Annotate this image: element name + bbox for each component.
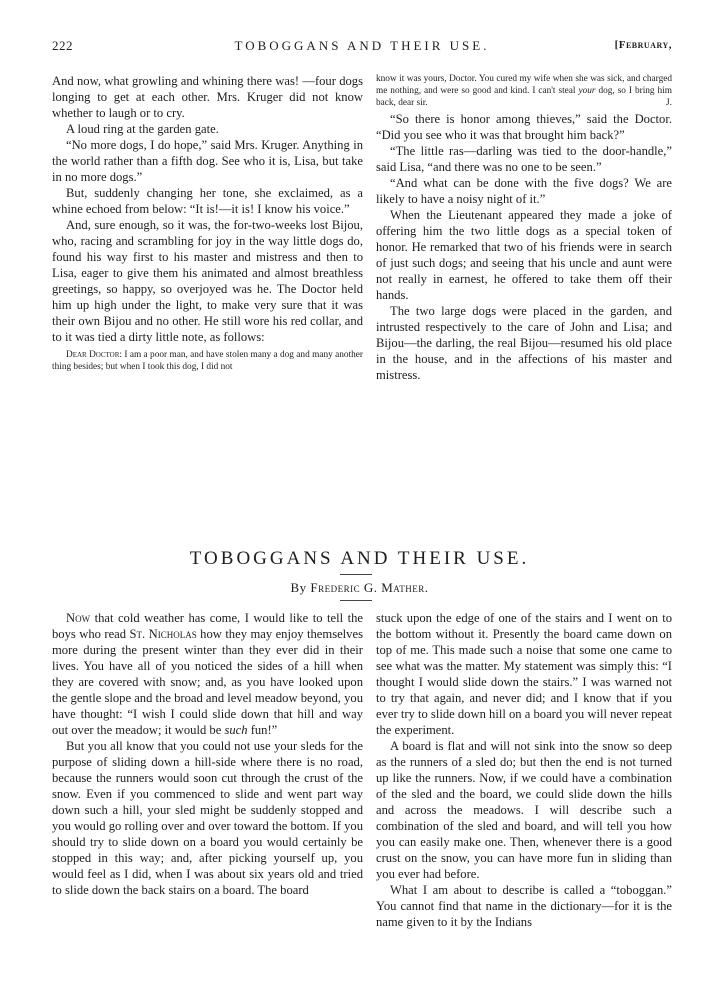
paragraph: And now, what growling and whining there was! —four dogs longing to get at each other. Mrs. Kruger did not know whether to laugh or to cry. [52, 74, 363, 120]
column-1 [52, 73, 363, 375]
paragraph: “The little ras—darling was tied to the door-handle,” said Lisa, “and there was no one to be seen.” [376, 144, 672, 174]
running-month: [February, [614, 39, 672, 51]
column-2 [376, 73, 672, 383]
paragraph: “And what can be done with the five dogs? We are likely to have a noisy night of it.” [376, 176, 672, 206]
note-part-1 [52, 349, 363, 373]
paragraph: A loud ring at the garden gate. [66, 122, 219, 136]
paragraph: When the Lieutenant appeared they made a joke of offering him the two little dogs as a special token of honor. He remarked that two of his friends were in search of just such dogs; and seeing that his uncle and aunt were not really in earnest, he offered to take them off their hands. [376, 208, 672, 302]
note-text: I am a poor man, and have stolen many a dog and many another thing besides; but when I took this dog, I did not [52, 350, 363, 372]
note-emphasis: your [578, 86, 596, 96]
paragraph: But, suddenly changing her tone, she exclaimed, as a whine echoed from below: “It is!—it is! I know his voice.” [52, 186, 363, 216]
paragraph: A board is flat and will not sink into the snow so deep as the runners of a sled do; but then the end is not turned up like the runners. Now, if we could have a combination of the sled and the board, we could slide down the hills and across the meadows. I will describe such a combination of the sled and board, and will tell you how you can easily make one. Then, whenever there is a good crust on the snow, you can have more fun in sliding than you ever had before. [376, 739, 672, 881]
text-run: how they may enjoy themselves more during the present winter than they ever did in their lives. You have all of you noticed the sides of a hill when they are covered with snow; and, as you have looked upon the gentle slope and the broad and level meadow beyond, you have thought: “I wish I could slide down that hill and way out over the meadow; it would be [52, 627, 363, 737]
byline-prefix: By [290, 580, 307, 595]
title-rule [340, 574, 372, 575]
byline-rule [340, 600, 372, 601]
note-text: dog, so I bring him back, dear sir. [376, 86, 672, 108]
text-run: fun!” [250, 723, 278, 737]
paragraph: “So there is honor among thieves,” said the Doctor. “Did you see who it was that brought him back?” [376, 112, 672, 142]
text-run: that cold weather has come, I would like to tell the boys who read [52, 611, 363, 641]
emphasis: such [224, 723, 248, 737]
article-title: TOBOGGANS AND THEIR USE. [189, 548, 530, 569]
column-3 [52, 610, 363, 898]
column-4 [376, 610, 672, 930]
paragraph: What I am about to describe is called a “toboggan.” You cannot find that name in the dictionary—for it is the name given to it by the Indians [376, 883, 672, 929]
note-salutation: Dear Doctor: [66, 350, 122, 360]
byline-author: Frederic G. Mather. [310, 580, 429, 595]
running-title: TOBOGGANS AND THEIR USE. [234, 38, 490, 53]
lead-word: Now [66, 611, 91, 625]
paragraph: And, sure enough, so it was, the for-two-weeks lost Bijou, who, racing and scrambling for joy in the way little dogs do, found his way first to his master and mistress and then to Lisa, eager to give them his animated and almost breathless greetings, so happy, so overjoyed was he. The Doctor held him up high under the light, to make very sure that it was their own Bijou and no other. He still wore his red collar, and to it was tied a dirty little note, as follows: [52, 218, 363, 344]
paragraph [52, 610, 363, 738]
page-number: 222 [52, 38, 73, 53]
running-head [52, 38, 672, 58]
byline [0, 580, 719, 596]
paragraph: But you all know that you could not use your sleds for the purpose of sliding down a hill-side where there is no road, because the runners would soon cut through the crust of the snow. Even if you commenced to slide and went part way down such a hill, your sled might be suddenly stopped and you would go rolling over and over toward the bottom. If you should try to slide down on a board you would certainly be stopped in this way; and, after picking yourself up, you would feel as I did, when I was about six years old and tried to slide down the back stairs on a board. The board [52, 739, 363, 897]
paragraph: The two large dogs were placed in the garden, and intrusted respectively to the care of John and Lisa; and Bijou—the darling, the real Bijou—resumed his old place in the house, and in the affections of his master and mistress. [376, 304, 672, 382]
paragraph: “No more dogs, I do hope,” said Mrs. Kruger. Anything in the world rather than a fifth dog. See who it is, Lisa, but take in no more dogs.” [52, 138, 363, 184]
note-part-2 [376, 73, 672, 109]
note-signature: J. [666, 98, 672, 108]
magazine-name: St. Nicholas [129, 627, 197, 641]
paragraph: stuck upon the edge of one of the stairs and I went on to the bottom without it. Presently the board came down on top of me. This made such a noise that some one came to see what was the matter. My statement was simply this: “I thought I would slide down the stairs.” I was warned not to try that again, and never did; and I know that if you ever try to slide down hill on a board you will never repeat the experiment. [376, 611, 672, 737]
note-text: know it was yours, Doctor. You cured my wife when she was sick, and charged me nothing, and were so good and kind. I can't steal [376, 74, 672, 96]
